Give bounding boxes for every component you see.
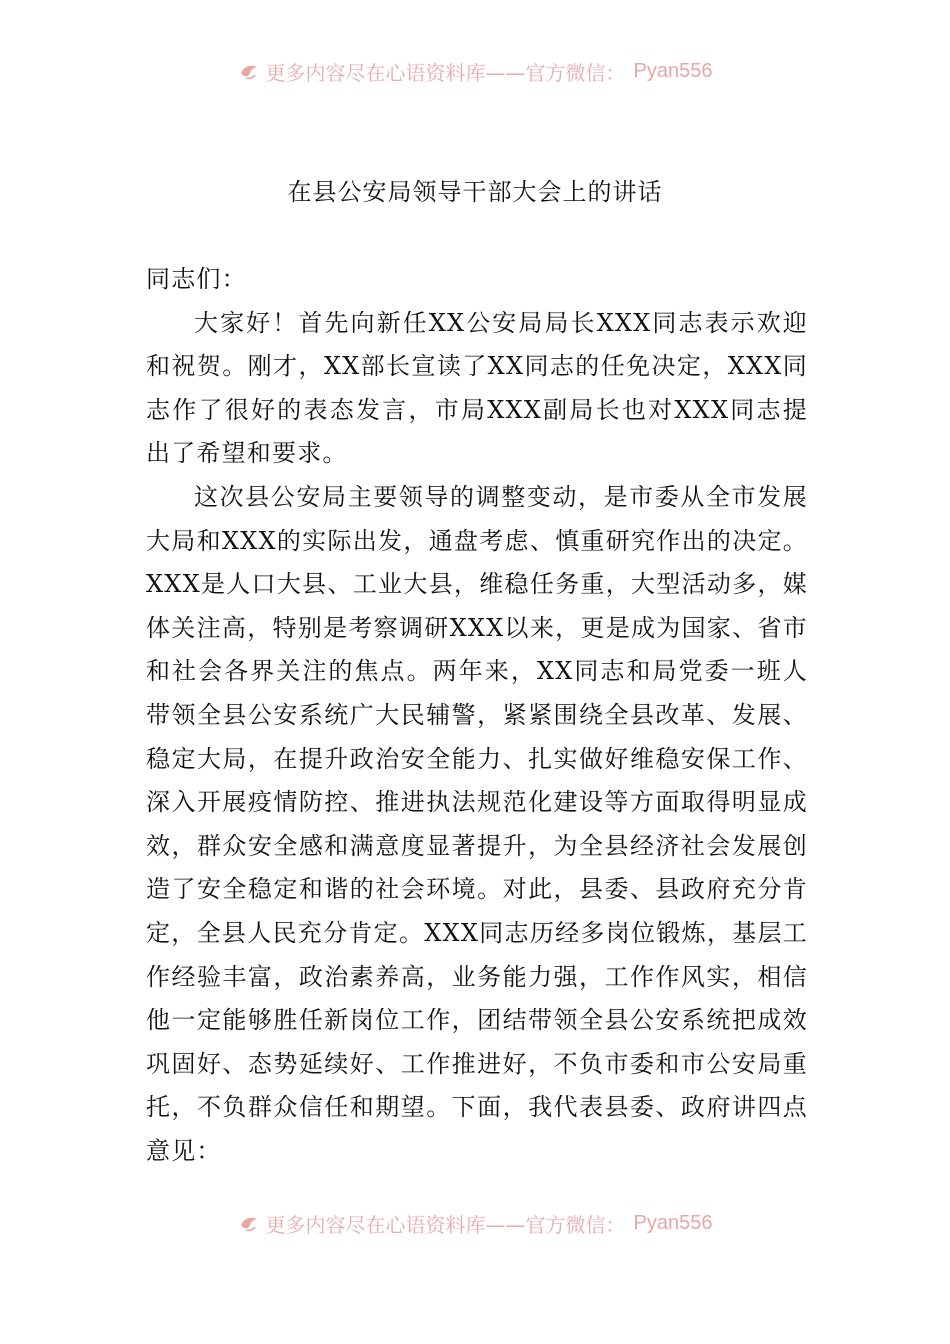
document-title: 在县公安局领导干部大会上的讲话 — [287, 178, 663, 206]
paragraph-2: 这次县公安局主要领导的调整变动，是市委从全市发展大局和XXX的实际出发，通盘考虑、慎重研究作出的决定。XXX是人口大县、工业大县，维稳任务重，大型活动多，媒体关注高，特别是考察调研XXX以来，更是成为国家、省市和社会各界关注的焦点。两年来，XX同志和局党委一班人带领全县公安系统广大民辅警，紧紧围绕全县改革、发展、稳定大局，在提升政治安全能力、扎实做好维稳安保工作、深入开展疫情防控、推进执法规范化建设等方面取得明显成效，群众安全感和满意度显著提升，为全县经济社会发展创造了安全稳定和谐的社会环境。对此，县委、县政府充分肯定，全县人民充分肯定。XXX同志历经多岗位锻炼，基层工作经验丰富，政治素养高，业务能力强，工作作风实，相信他一定能够胜任新岗位工作，团结带领全县公安系统把成效巩固好、态势延续好、工作推进好，不负市委和市公安局重托，不负群众信任和期望。下面，我代表县委、政府讲四点意见： — [146, 482, 808, 1165]
dove-logo-icon — [238, 60, 260, 82]
banner-text: 更多内容尽在心语资料库——官方微信： — [265, 60, 626, 85]
salutation: 同志们： — [146, 265, 247, 293]
footer-banner — [0, 1208, 950, 1238]
document-body — [146, 258, 808, 1173]
banner-wechat-id: Pyan556 — [633, 1211, 713, 1234]
header-banner — [0, 56, 950, 86]
dove-logo-icon — [238, 1212, 260, 1234]
paragraph-1: 大家好！首先向新任XX公安局局长XXX同志表示欢迎和祝贺。刚才，XX部长宣读了XX同志的任免决定，XXX同志作了很好的表态发言，市局XXX副局长也对XXX同志提出了希望和要求。 — [146, 308, 808, 468]
banner-text: 更多内容尽在心语资料库——官方微信： — [265, 1212, 626, 1237]
banner-wechat-id: Pyan556 — [633, 59, 713, 82]
